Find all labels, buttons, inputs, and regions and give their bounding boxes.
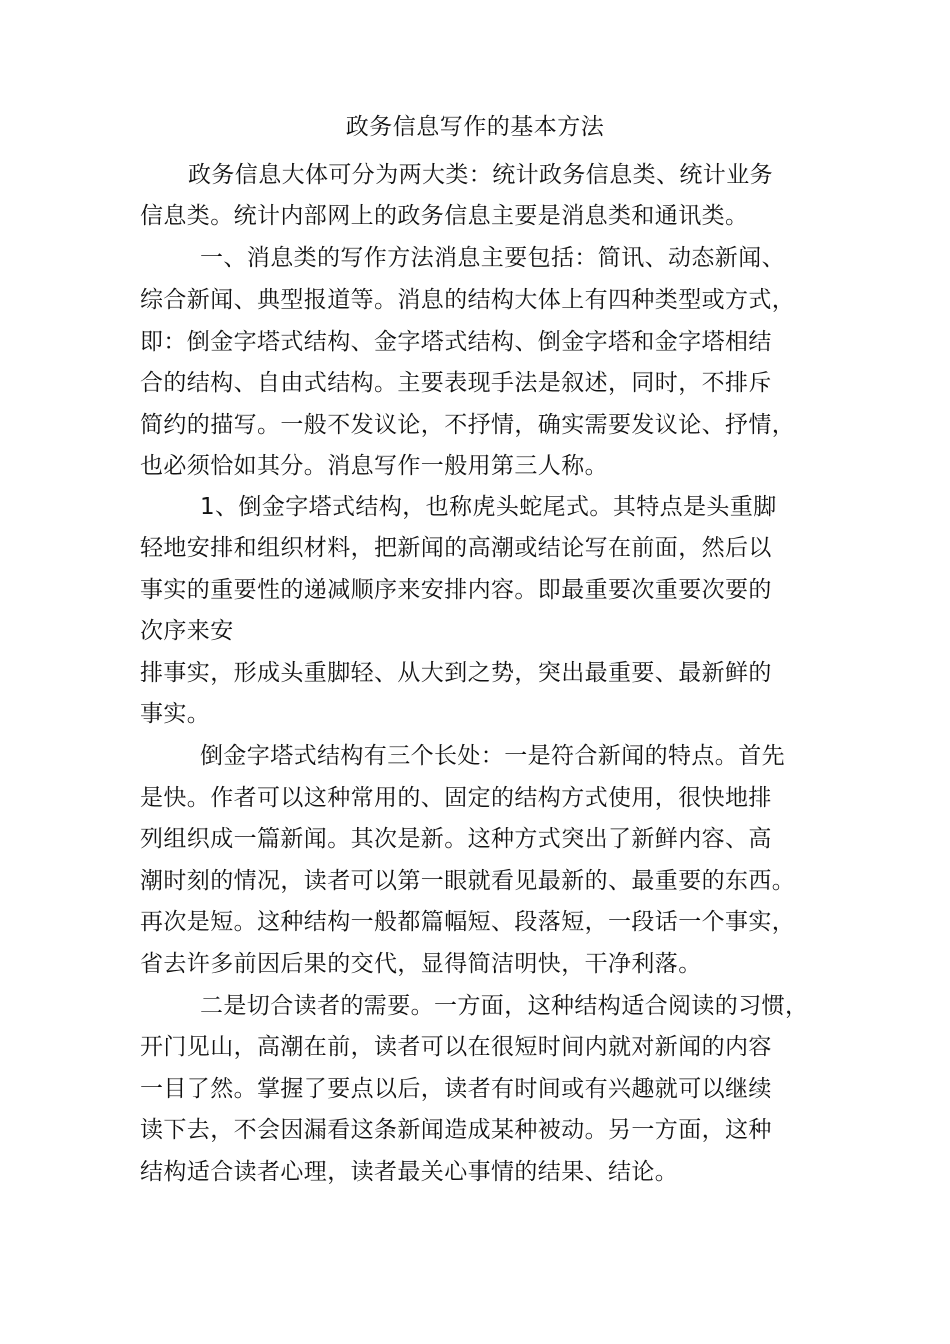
paragraph-line: 是快。作者可以这种常用的、固定的结构方式使用，很快地排 — [140, 785, 772, 811]
paragraph-line: 一目了然。掌握了要点以后，读者有时间或有兴趣就可以继续 — [140, 1076, 772, 1102]
paragraph-line: 1、倒金字塔式结构，也称虎头蛇尾式。其特点是头重脚 — [200, 494, 777, 520]
paragraph-line: 即：倒金字塔式结构、金字塔式结构、倒金字塔和金字塔相结 — [140, 329, 772, 355]
paragraph-line: 潮时刻的情况，读者可以第一眼就看见最新的、最重要的东西。 — [140, 868, 796, 894]
paragraph-line: 读下去，不会因漏看这条新闻造成某种被动。另一方面，这种 — [140, 1117, 772, 1143]
paragraph-line: 合的结构、自由式结构。主要表现手法是叙述，同时，不排斥 — [140, 370, 772, 396]
paragraph-line: 简约的描写。一般不发议论，不抒情，确实需要发议论、抒情， — [140, 412, 796, 438]
paragraph-line: 也必须恰如其分。消息写作一般用第三人称。 — [140, 453, 608, 479]
document-title: 政务信息写作的基本方法 — [345, 114, 605, 140]
paragraph-line: 开门见山，高潮在前，读者可以在很短时间内就对新闻的内容 — [140, 1034, 772, 1060]
paragraph-line: 一、消息类的写作方法消息主要包括：简讯、动态新闻、 — [200, 245, 785, 271]
paragraph-line: 结构适合读者心理，读者最关心事情的结果、结论。 — [140, 1159, 679, 1185]
paragraph-line: 事实的重要性的递减顺序来安排内容。即最重要次重要次要的 — [140, 577, 772, 603]
paragraph-line: 综合新闻、典型报道等。消息的结构大体上有四种类型或方式， — [140, 287, 796, 313]
paragraph-line: 信息类。统计内部网上的政务信息主要是消息类和通讯类。 — [140, 203, 749, 229]
paragraph-line: 倒金字塔式结构有三个长处：一是符合新闻的特点。首先 — [200, 743, 785, 769]
paragraph-line: 轻地安排和组织材料，把新闻的高潮或结论写在前面，然后以 — [140, 535, 772, 561]
paragraph-line: 列组织成一篇新闻。其次是新。这种方式突出了新鲜内容、高 — [140, 826, 772, 852]
paragraph-line: 次序来安 — [140, 618, 234, 644]
paragraph-line: 二是切合读者的需要。一方面，这种结构适合阅读的习惯， — [200, 993, 809, 1019]
paragraph-line: 政务信息大体可分为两大类：统计政务信息类、统计业务 — [188, 162, 773, 188]
paragraph-line: 省去许多前因后果的交代，显得简洁明快，干净利落。 — [140, 951, 702, 977]
paragraph-line: 排事实，形成头重脚轻、从大到之势，突出最重要、最新鲜的 — [140, 660, 772, 686]
paragraph-line: 再次是短。这种结构一般都篇幅短、段落短，一段话一个事实， — [140, 909, 796, 935]
paragraph-line: 事实。 — [140, 701, 211, 727]
